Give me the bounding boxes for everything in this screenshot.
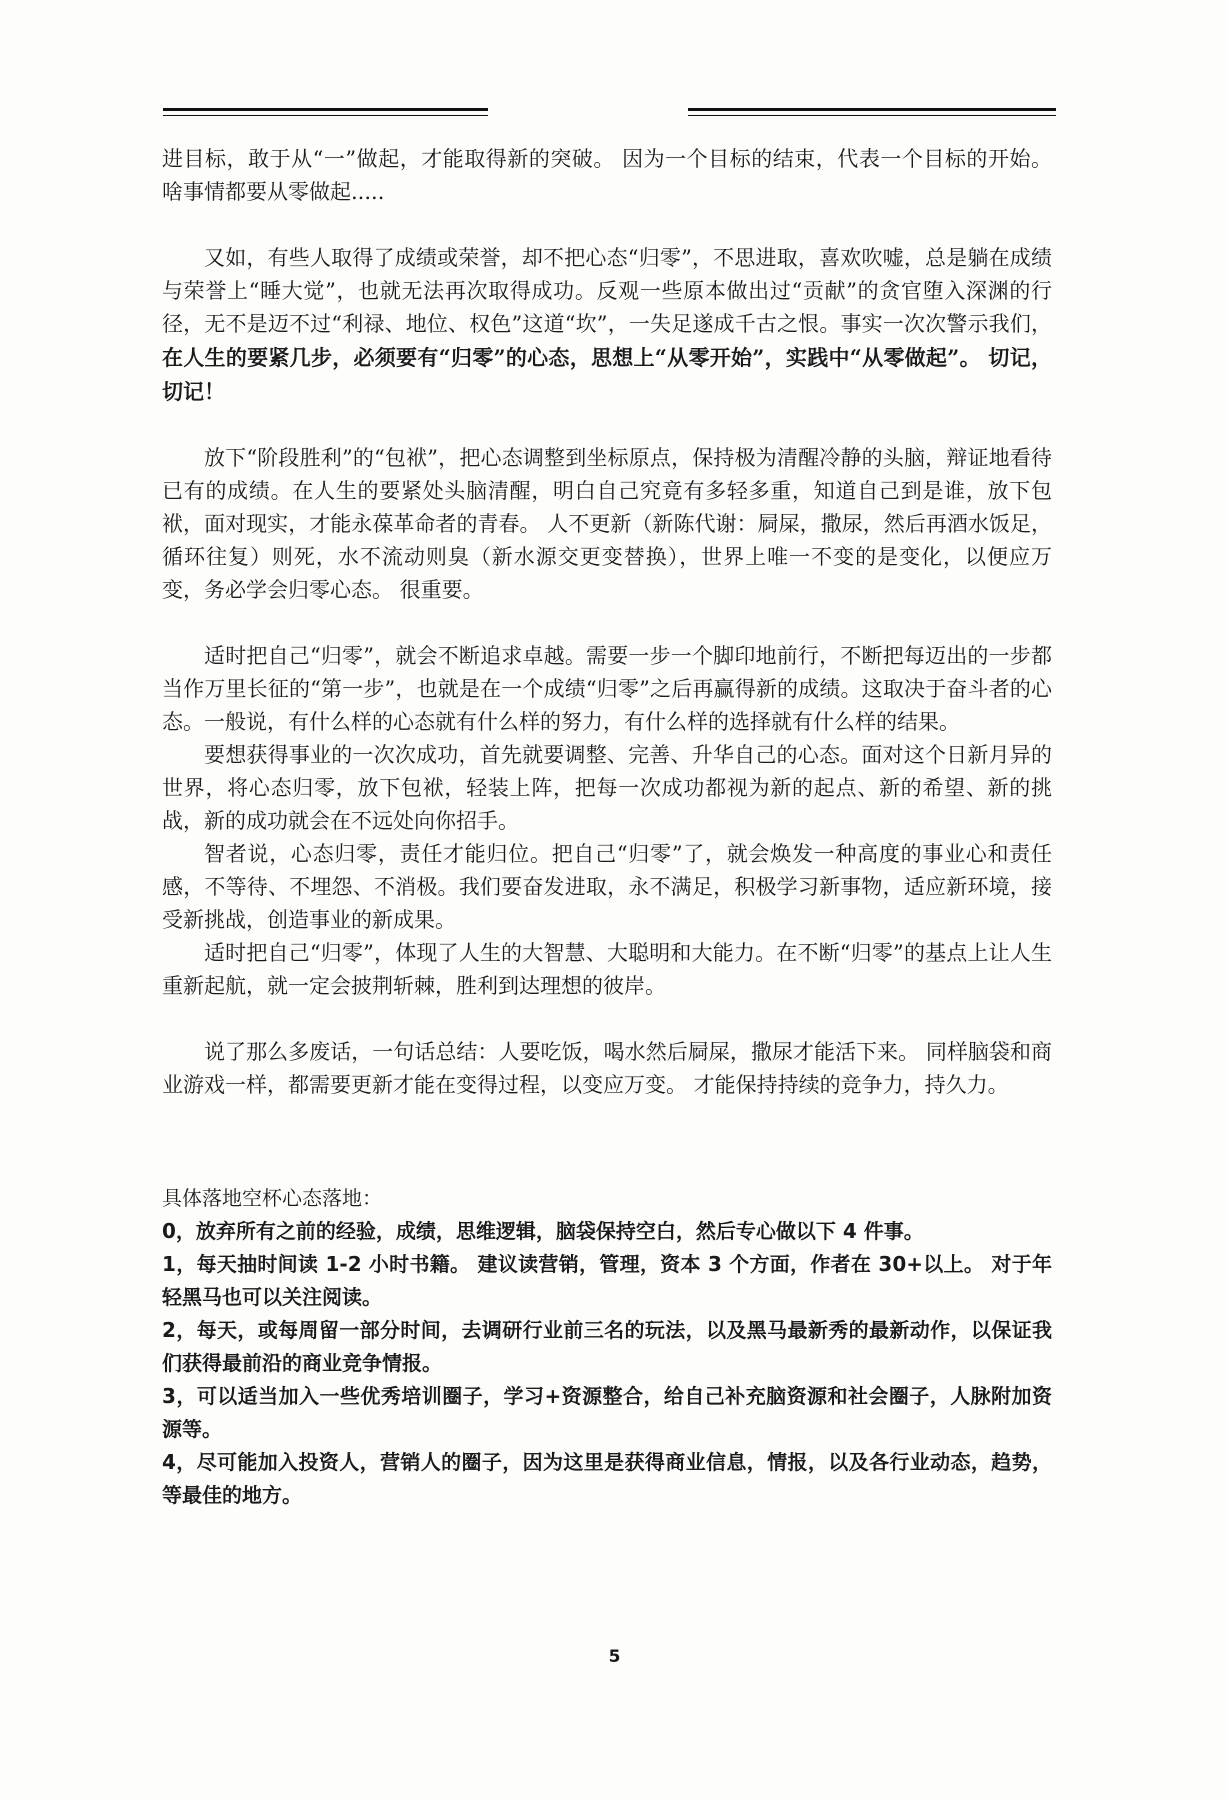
- list-item: 1，每天抽时间读 1-2 小时书籍。 建议读营销，管理，资本 3 个方面，作者在 30+以上。 对于年轻黑马也可以关注阅读。: [162, 1252, 1052, 1309]
- paragraph-6: 智者说，心态归零，责任才能归位。把自己“归零”了，就会焕发一种高度的事业心和责任感，不等待、不埋怨、不消极。我们要奋发进取，永不满足，积极学习新事物，适应新环境，接受新挑战，创造事业的新成果。: [162, 842, 1052, 932]
- paragraph-2-text: 又如，有些人取得了成绩或荣誉，却不把心态“归零”，不思进取，喜欢吹嘘，总是躺在成绩与荣誉上“睡大觉”，也就无法再次取得成功。反观一些原本做出过“贡献”的贪官堕入深渊的行径，无不是迈不过“利禄、地位、权色”这道“坎”，一失足遂成千古之恨。事实一次次警示我们，: [162, 246, 1052, 336]
- header-rule-right: [688, 108, 1056, 116]
- paragraph-gap: [162, 209, 1052, 242]
- paragraph-1: 进目标，敢于从“一”做起，才能取得新的突破。 因为一个目标的结束，代表一个目标的开始。 啥事情都要从零做起.....: [162, 147, 1052, 204]
- paragraph-gap: [162, 409, 1052, 442]
- list-item: 0，放弃所有之前的经验，成绩，思维逻辑，脑袋保持空白，然后专心做以下 4 件事。: [162, 1219, 924, 1243]
- action-list-section: [162, 1182, 1052, 1512]
- list-item: 2，每天，或每周留一部分时间，去调研行业前三名的玩法，以及黑马最新秀的最新动作，以保证我们获得最前沿的商业竞争情报。: [162, 1318, 1052, 1375]
- paragraph-3: 放下“阶段胜利”的“包袱”，把心态调整到坐标原点，保持极为清醒冷静的头脑，辩证地看待已有的成绩。在人生的要紧处头脑清醒，明白自己究竟有多轻多重，知道自己到是谁，放下包袱，面对现实，才能永葆革命者的青春。 人不更新（新陈代谢：屙屎，撒尿，然后再酒水饭足，循环往复）则死，水不流动则臭（新水源交更变替换），世界上唯一不变的是变化，以便应万变，务必学会归零心态。 很重要。: [162, 446, 1052, 602]
- section-heading: 具体落地空杯心态落地：: [162, 1186, 382, 1210]
- list-item: 3，可以适当加入一些优秀培训圈子，学习+资源整合，给自己补充脑资源和社会圈子，人脉附加资源等。: [162, 1384, 1052, 1441]
- page-body: [162, 143, 1052, 1512]
- paragraph-7: 适时把自己“归零”，体现了人生的大智慧、大聪明和大能力。在不断“归零”的基点上让人生重新起航，就一定会披荆斩棘，胜利到达理想的彼岸。: [162, 941, 1052, 998]
- page-number: 5: [608, 1647, 621, 1667]
- paragraph-5: 要想获得事业的一次次成功，首先就要调整、完善、升华自己的心态。面对这个日新月异的世界，将心态归零，放下包袱，轻装上阵，把每一次成功都视为新的起点、新的希望、新的挑战，新的成功就会在不远处向你招手。: [162, 743, 1052, 833]
- paragraph-8: 说了那么多废话，一句话总结：人要吃饭，喝水然后屙屎，撒尿才能活下来。 同样脑袋和商业游戏一样，都需要更新才能在变得过程，以变应万变。 才能保持持续的竞争力，持久力。: [162, 1040, 1052, 1097]
- list-item: 4，尽可能加入投资人，营销人的圈子，因为这里是获得商业信息，情报，以及各行业动态，趋势，等最佳的地方。: [162, 1450, 1052, 1507]
- paragraph-2: [162, 242, 1052, 409]
- paragraph-gap: [162, 1003, 1052, 1036]
- paragraph-gap: [162, 607, 1052, 640]
- header-rule-left: [163, 108, 488, 116]
- paragraph-4: 适时把自己“归零”，就会不断追求卓越。需要一步一个脚印地前行，不断把每迈出的一步都当作万里长征的“第一步”，也就是在一个成绩“归零”之后再赢得新的成绩。这取决于奋斗者的心态。一般说，有什么样的心态就有什么样的努力，有什么样的选择就有什么样的结果。: [162, 644, 1052, 734]
- paragraph-2-emphasis: 在人生的要紧几步，必须要有“归零”的心态，思想上“从零开始”，实践中“从零做起”。 切记，切记！: [162, 345, 1052, 404]
